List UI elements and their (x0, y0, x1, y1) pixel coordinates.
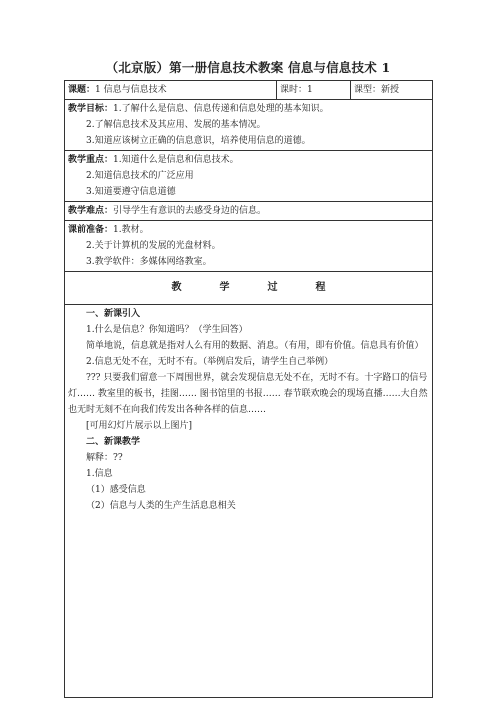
keypoint-item: 2.知道信息技术的广泛应用 (86, 171, 194, 181)
difficulty-cell (65, 202, 433, 221)
goals-row (65, 100, 433, 151)
keypoint-item: 3.知道要遵守信息道德 (86, 187, 176, 197)
goal-item: 2.了解信息技术及其应用、发展的基本情况。 (86, 120, 266, 130)
process-paragraph: ??? 只要我们留意一下周围世界，就会发现信息无处不在，无时不有。十字路口的信号灯…… 教室里的板书，挂图…… 图书馆里的书报…… 春节联欢晚会的现场直播……大自然也无时无刻不在向我们传发出各种各样的信息…… (68, 373, 428, 415)
type-value: 新授 (381, 85, 400, 95)
goals-label: 教学目标： (68, 104, 114, 114)
difficulty-text: 引导学生有意识的去感受身边的信息。 (113, 206, 267, 216)
keypoints-row (65, 151, 433, 202)
topic-value: 1 信息与信息技术 (95, 85, 167, 95)
prep-cell (65, 221, 433, 272)
prep-label: 课前准备： (68, 225, 114, 235)
process-title-char: 教 (171, 282, 182, 293)
type-cell (351, 81, 433, 100)
process-line: 解释：?? (86, 453, 123, 463)
difficulty-label: 教学难点： (68, 206, 114, 216)
process-line: 1.信息 (86, 469, 113, 479)
section-heading: 一、新课引入 (86, 309, 141, 319)
topic-cell (65, 81, 277, 100)
process-line: [可用幻灯片展示以上图片] (86, 421, 193, 431)
type-label: 课型： (354, 85, 382, 95)
goal-item: 3.知道应该树立正确的信息意识，培养使用信息的道德。 (86, 136, 311, 146)
process-title (65, 272, 433, 305)
process-line: （2）信息与人类的生产生活息息相关 (86, 501, 236, 511)
goal-item: 1.了解什么是信息、信息传递和信息处理的基本知识。 (113, 104, 329, 114)
process-body-row (65, 305, 433, 698)
process-body (65, 305, 433, 698)
keypoints-cell (65, 151, 433, 202)
process-title-char: 过 (267, 282, 278, 293)
process-title-char: 程 (315, 282, 326, 293)
prep-item: 2.关于计算机的发展的光盘材料。 (86, 241, 221, 251)
lesson-plan-table (64, 80, 433, 698)
prep-item: 3.教学软件：多媒体网络教室。 (86, 257, 212, 267)
hours-label: 课时： (280, 85, 308, 95)
process-line: 1.什么是信息？你知道吗？（学生回答） (86, 325, 248, 335)
topic-label: 课题： (68, 85, 96, 95)
difficulty-row (65, 202, 433, 221)
process-paragraph: 简单地说，信息就是指对人么有用的数据、消息。（有用，即有价值。信息具有价值） (86, 341, 424, 351)
process-title-char: 学 (219, 282, 230, 293)
hours-value: 1 (307, 85, 313, 95)
keypoint-item: 1.知道什么是信息和信息技术。 (113, 155, 239, 165)
process-title-row (65, 272, 433, 305)
keypoints-label: 教学重点： (68, 155, 114, 165)
document-title: （北京版）第一册信息技术教案 信息与信息技术 1 (105, 60, 391, 75)
hours-cell (277, 81, 351, 100)
header-row (65, 81, 433, 100)
prep-item: 1.教材。 (113, 225, 149, 235)
process-line: 2.信息无处不在，无时不有。（举例启发后，请学生自己举例） (86, 357, 334, 367)
goals-cell (65, 100, 433, 151)
prep-row (65, 221, 433, 272)
section-heading: 二、新课教学 (86, 437, 141, 447)
process-line: （1）感受信息 (86, 485, 146, 495)
